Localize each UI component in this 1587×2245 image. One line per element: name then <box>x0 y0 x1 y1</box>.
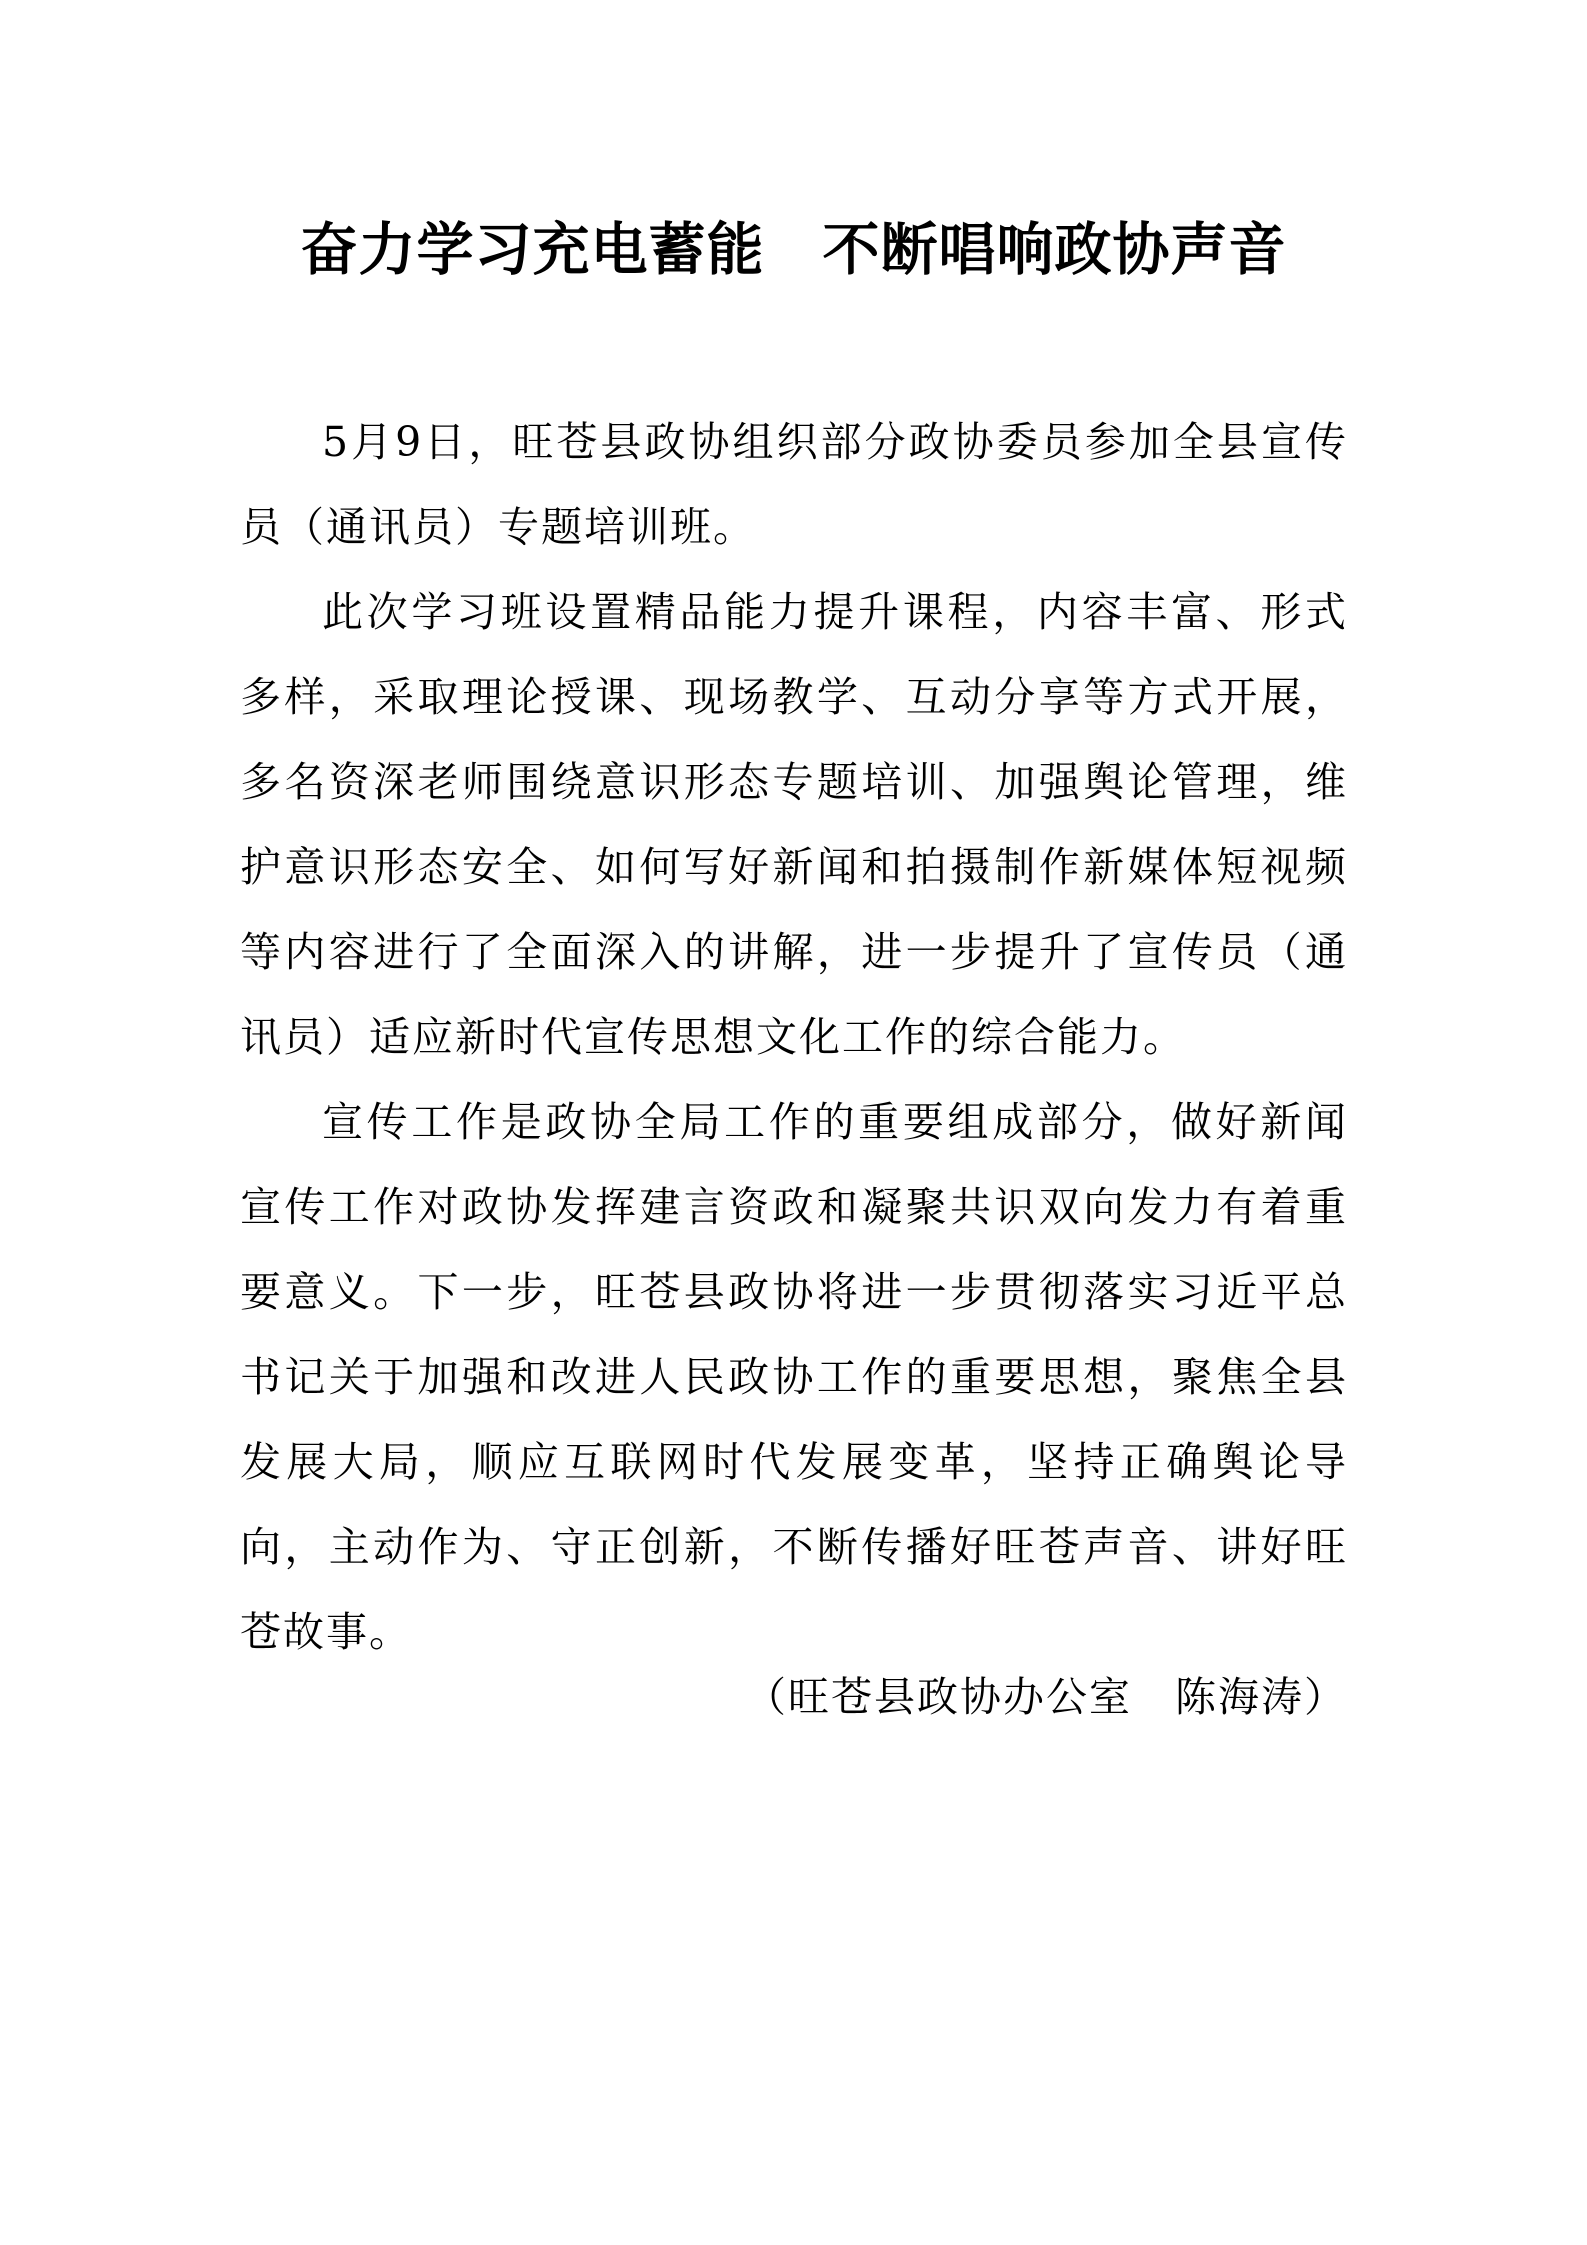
author-signature: （旺苍县政协办公室 陈海涛） <box>745 1673 1347 1721</box>
paragraph-2: 此次学习班设置精品能力提升课程，内容丰富、形式多样，采取理论授课、现场教学、互动分享等方式开展，多名资深老师围绕意识形态专题培训、加强舆论管理，维护意识形态安全、如何写好新闻和拍摄制作新媒体短视频等内容进行了全面深入的讲解，进一步提升了宣传员（通讯员）适应新时代宣传思想文化工作的综合能力。 <box>240 588 1348 1061</box>
paragraph-3: 宣传工作是政协全局工作的重要组成部分，做好新闻宣传工作对政协发挥建言资政和凝聚共识双向发力有着重要意义。下一步，旺苍县政协将进一步贯彻落实习近平总书记关于加强和改进人民政协工作的重要思想，聚焦全县发展大局，顺应互联网时代发展变革，坚持正确舆论导向，主动作为、守正创新，不断传播好旺苍声音、讲好旺苍故事。 <box>240 1098 1348 1656</box>
document-body <box>240 400 1348 1675</box>
paragraph-1: 5月9日，旺苍县政协组织部分政协委员参加全县宣传员（通讯员）专题培训班。 <box>240 418 1348 551</box>
document-title: 奋力学习充电蓄能 不断唱响政协声音 <box>300 216 1287 283</box>
